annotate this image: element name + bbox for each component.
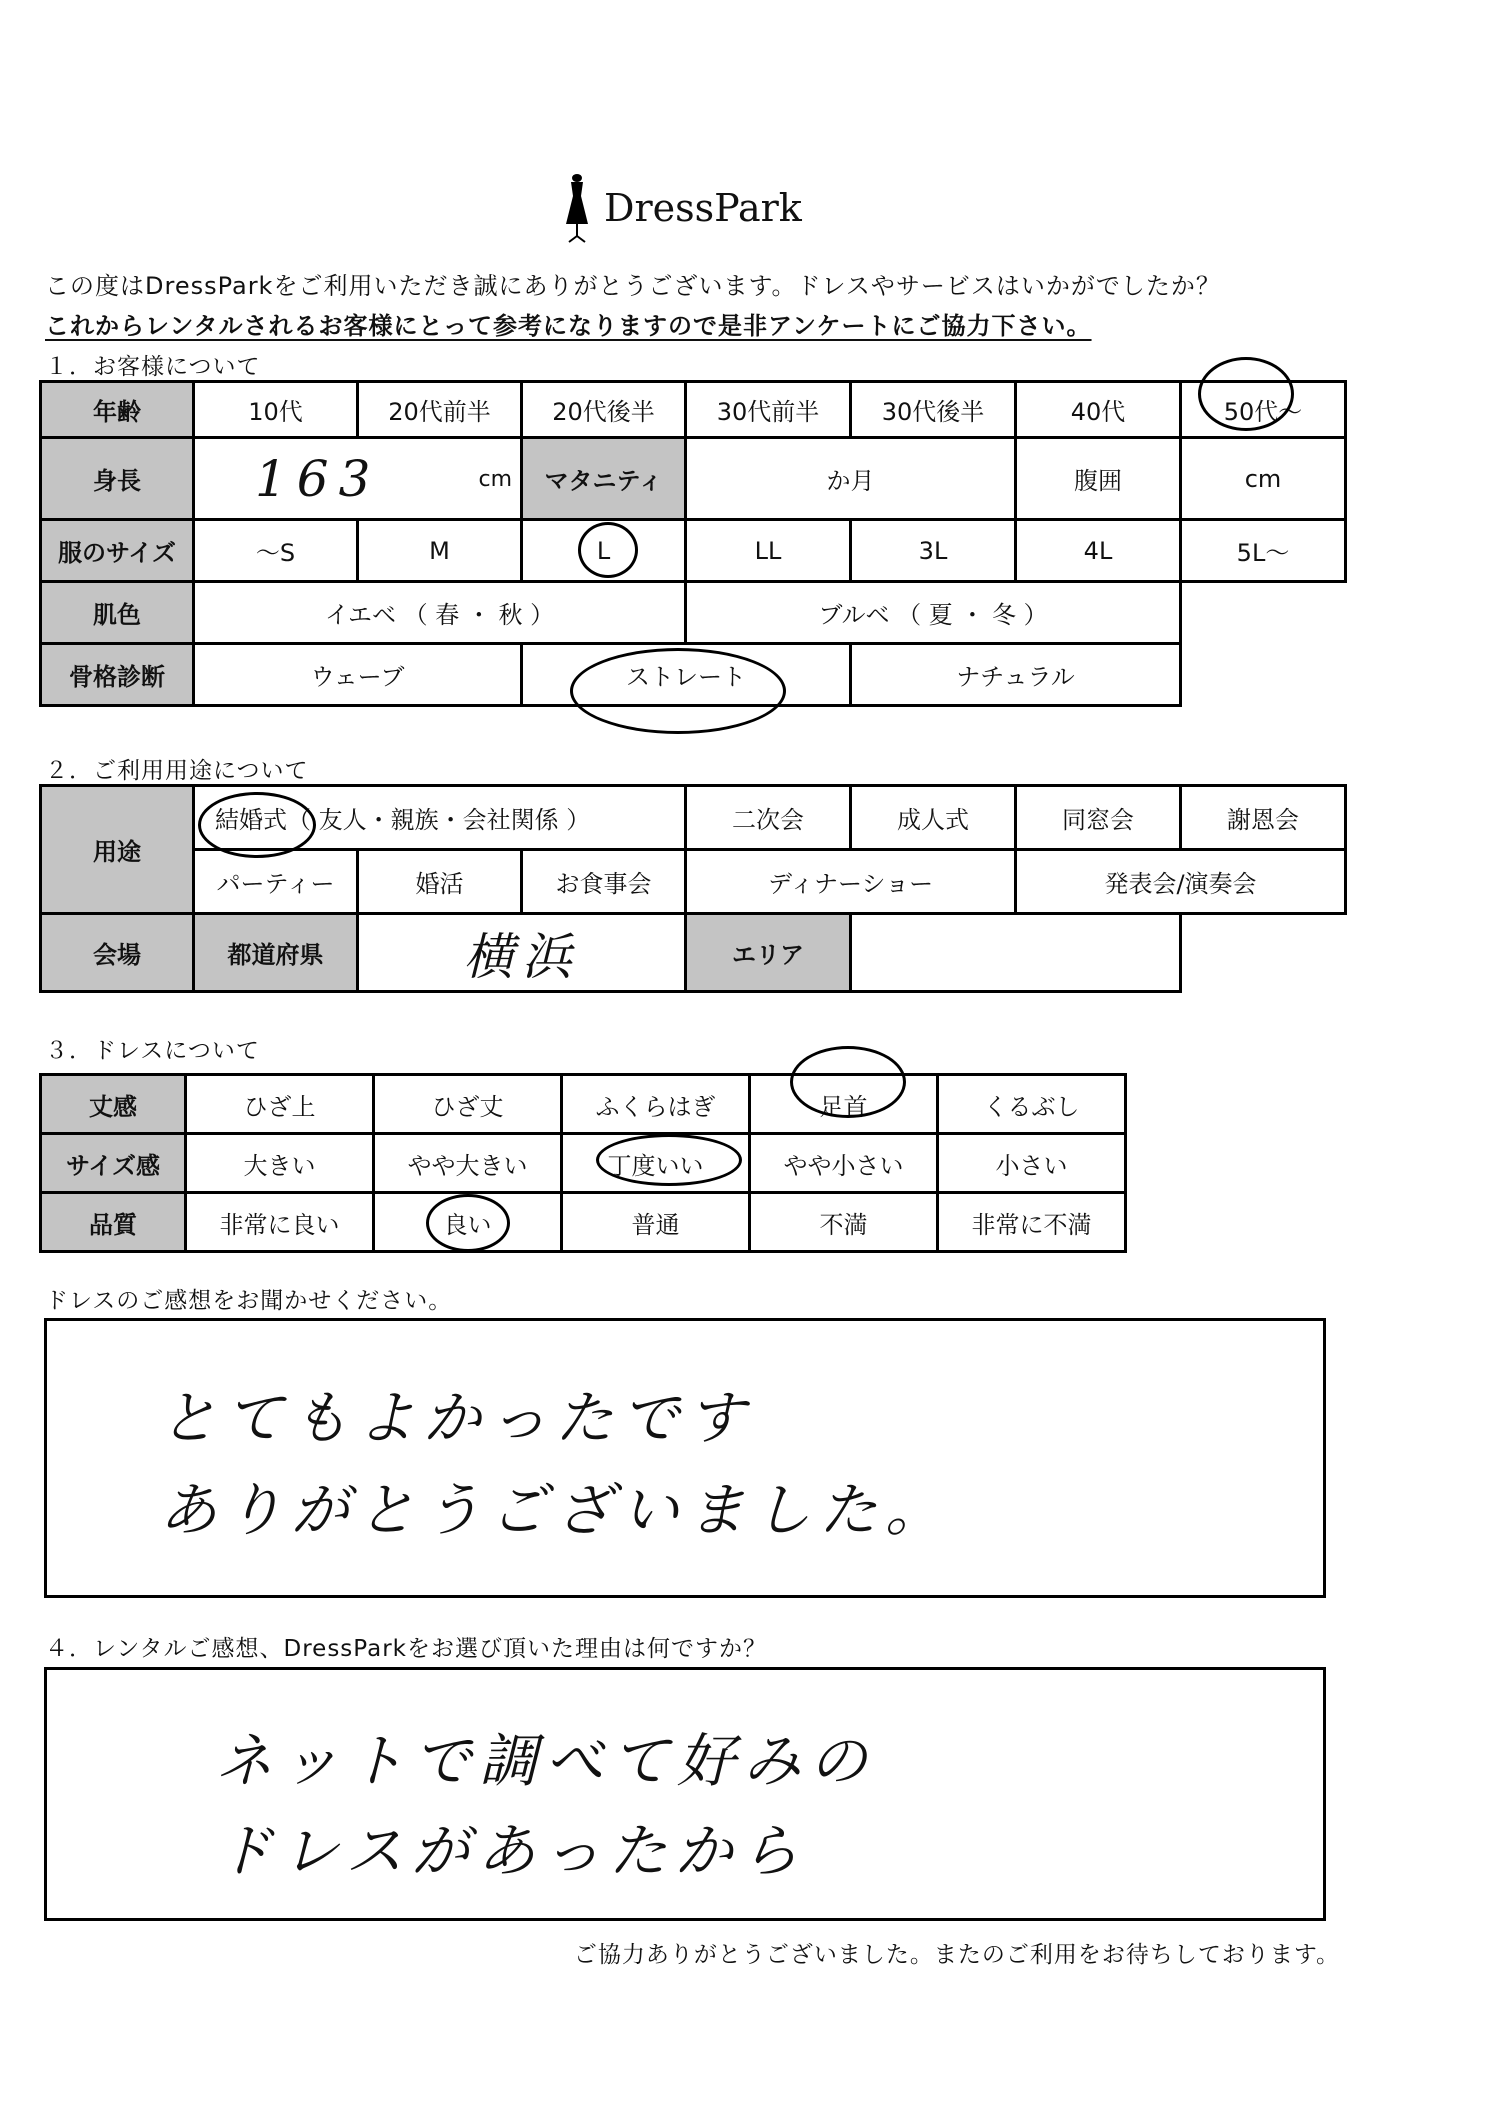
skeleton-option[interactable]: ウェーブ bbox=[194, 644, 522, 706]
skin-row bbox=[41, 582, 1346, 644]
empty-cell bbox=[1181, 644, 1346, 706]
quality-row bbox=[41, 1193, 1126, 1252]
length-label: 丈感 bbox=[41, 1075, 186, 1134]
skeleton-option-selected[interactable]: ストレート bbox=[522, 644, 851, 706]
wedding-word: 結婚式 bbox=[215, 806, 287, 834]
maternity-months-field[interactable]: か月 bbox=[686, 438, 1016, 520]
size-option[interactable]: LL bbox=[686, 520, 851, 582]
fit-option-selected[interactable]: 丁度いい bbox=[562, 1134, 750, 1193]
height-row bbox=[41, 438, 1346, 520]
venue-row bbox=[41, 914, 1346, 992]
section4-title: ４．レンタルご感想、DressParkをお選び頂いた理由は何ですか？ bbox=[45, 1636, 767, 1662]
purpose-option[interactable]: 成人式 bbox=[851, 786, 1016, 850]
quality-option-selected[interactable]: 良い bbox=[374, 1193, 562, 1252]
purpose-option[interactable]: お食事会 bbox=[522, 850, 686, 914]
height-value: 163 bbox=[255, 449, 381, 508]
age-option[interactable]: 30代後半 bbox=[851, 382, 1016, 438]
section2-title: ２．ご利用用途について bbox=[45, 758, 309, 784]
area-label: エリア bbox=[686, 914, 851, 992]
skeleton-option[interactable]: ナチュラル bbox=[851, 644, 1181, 706]
length-option[interactable]: くるぶし bbox=[938, 1075, 1126, 1134]
purpose-option[interactable]: ディナーショー bbox=[686, 850, 1016, 914]
feedback-line-2: ありがとうございました。 bbox=[159, 1476, 952, 1544]
height-label: 身長 bbox=[41, 438, 194, 520]
age-option[interactable]: 10代 bbox=[194, 382, 358, 438]
purpose-row-2 bbox=[41, 850, 1346, 914]
fit-option[interactable]: 小さい bbox=[938, 1134, 1126, 1193]
quality-option[interactable]: 非常に良い bbox=[186, 1193, 374, 1252]
reason-line-2: ドレスがあったから bbox=[215, 1817, 807, 1885]
area-field[interactable] bbox=[851, 914, 1181, 992]
prefecture-field[interactable] bbox=[358, 914, 686, 992]
purpose-label: 用途 bbox=[41, 786, 194, 914]
reason-line-1: ネットで調べて好みの bbox=[215, 1727, 876, 1795]
size-row bbox=[41, 520, 1346, 582]
empty-cell bbox=[1181, 914, 1346, 992]
empty-cell bbox=[1181, 582, 1346, 644]
size-option[interactable]: 5L～ bbox=[1181, 520, 1346, 582]
feedback-prompt: ドレスのご感想をお聞かせください。 bbox=[45, 1288, 453, 1314]
age-option[interactable]: 30代前半 bbox=[686, 382, 851, 438]
prefecture-label: 都道府県 bbox=[194, 914, 358, 992]
quality-option[interactable]: 非常に不満 bbox=[938, 1193, 1126, 1252]
fit-option[interactable]: やや大きい bbox=[374, 1134, 562, 1193]
age-label: 年齢 bbox=[41, 382, 194, 438]
wedding-option[interactable] bbox=[194, 786, 686, 850]
dress-form-icon bbox=[560, 172, 594, 244]
skin-label: 肌色 bbox=[41, 582, 194, 644]
waist-field[interactable]: cm bbox=[1181, 438, 1346, 520]
fit-option[interactable]: やや小さい bbox=[750, 1134, 938, 1193]
yellow-base-option[interactable]: イエベ （ 春 ・ 秋 ） bbox=[194, 582, 686, 644]
age-option[interactable]: 20代前半 bbox=[358, 382, 522, 438]
brand-name: DressPark bbox=[604, 186, 802, 230]
waist-label: 腹囲 bbox=[1016, 438, 1181, 520]
purpose-option[interactable]: パーティー bbox=[194, 850, 358, 914]
venue-label: 会場 bbox=[41, 914, 194, 992]
footer-thanks: ご協力ありがとうございました。またのご利用をお待ちしております。 bbox=[573, 1942, 1340, 1968]
length-option-selected[interactable]: 足首 bbox=[750, 1075, 938, 1134]
age-row bbox=[41, 382, 1346, 438]
intro-text: この度はDressParkをご利用いただき誠にありがとうございます。ドレスやサービスはいかがでしたか？ bbox=[45, 272, 1221, 300]
skeleton-row bbox=[41, 644, 1346, 706]
length-option[interactable]: ひざ上 bbox=[186, 1075, 374, 1134]
purpose-option[interactable]: 謝恩会 bbox=[1181, 786, 1346, 850]
blue-base-option[interactable]: ブルベ （ 夏 ・ 冬 ） bbox=[686, 582, 1181, 644]
section3-title: ３．ドレスについて bbox=[45, 1038, 260, 1064]
purpose-option[interactable]: 二次会 bbox=[686, 786, 851, 850]
height-field[interactable] bbox=[194, 438, 522, 520]
size-option[interactable]: 4L bbox=[1016, 520, 1181, 582]
quality-label: 品質 bbox=[41, 1193, 186, 1252]
feedback-line-1: とてもよかったです bbox=[159, 1384, 754, 1452]
customer-table bbox=[39, 380, 1347, 707]
quality-option[interactable]: 普通 bbox=[562, 1193, 750, 1252]
age-option-selected[interactable]: 50代～ bbox=[1181, 382, 1346, 438]
age-option[interactable]: 20代後半 bbox=[522, 382, 686, 438]
skeleton-label: 骨格診断 bbox=[41, 644, 194, 706]
fit-label: サイズ感 bbox=[41, 1134, 186, 1193]
size-option[interactable]: ～S bbox=[194, 520, 358, 582]
prefecture-value: 横浜 bbox=[463, 927, 580, 986]
reason-answer-box[interactable] bbox=[44, 1667, 1326, 1921]
purpose-row-1 bbox=[41, 786, 1346, 850]
size-option[interactable]: M bbox=[358, 520, 522, 582]
brand-logo bbox=[560, 168, 802, 248]
size-option[interactable]: 3L bbox=[851, 520, 1016, 582]
purpose-option[interactable]: 婚活 bbox=[358, 850, 522, 914]
age-option[interactable]: 40代 bbox=[1016, 382, 1181, 438]
size-label: 服のサイズ bbox=[41, 520, 194, 582]
section1-title: １．お客様について bbox=[45, 354, 261, 380]
purpose-option[interactable]: 発表会/演奏会 bbox=[1016, 850, 1346, 914]
purpose-table bbox=[39, 784, 1347, 993]
fit-row bbox=[41, 1134, 1126, 1193]
length-option[interactable]: ひざ丈 bbox=[374, 1075, 562, 1134]
size-option-selected[interactable]: L bbox=[522, 520, 686, 582]
wedding-relations: （ 友人・親族・会社関係 ） bbox=[287, 806, 591, 834]
length-option[interactable]: ふくらはぎ bbox=[562, 1075, 750, 1134]
height-unit: cm bbox=[478, 467, 512, 492]
feedback-answer-box[interactable] bbox=[44, 1318, 1326, 1598]
quality-option[interactable]: 不満 bbox=[750, 1193, 938, 1252]
purpose-option[interactable]: 同窓会 bbox=[1016, 786, 1181, 850]
maternity-label: マタニティ bbox=[522, 438, 686, 520]
intro-request: これからレンタルされるお客様にとって参考になりますので是非アンケートにご協力下さい。 bbox=[45, 312, 1092, 340]
fit-option[interactable]: 大きい bbox=[186, 1134, 374, 1193]
length-row bbox=[41, 1075, 1126, 1134]
dress-table bbox=[39, 1073, 1127, 1253]
